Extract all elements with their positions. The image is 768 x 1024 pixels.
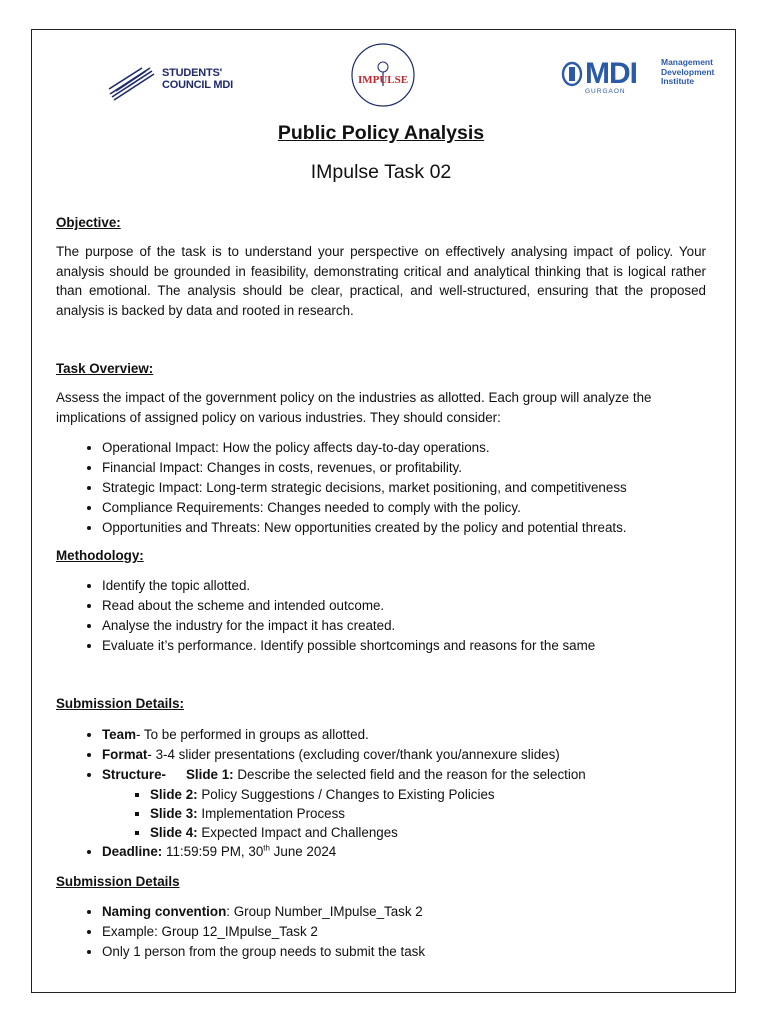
list-item bbox=[102, 842, 706, 862]
slide-text: Policy Suggestions / Changes to Existing Policies bbox=[197, 787, 495, 802]
list-item: • Only 1 person from the group needs to submit the task bbox=[102, 942, 706, 962]
naming-label: Naming convention bbox=[102, 904, 227, 919]
structure-label: Structure- bbox=[102, 767, 166, 782]
task-overview-text: Assess the impact of the government policy on the industries as allotted. Each group will analyze the implications of assigned policy on various industries. They should consider: bbox=[56, 390, 652, 425]
list-item: • Opportunities and Threats: New opportunities created by the policy and potential threats. bbox=[102, 518, 706, 538]
slide-label: Slide 2: bbox=[150, 787, 198, 802]
list-item bbox=[150, 804, 706, 823]
methodology-heading: Methodology: bbox=[56, 548, 144, 563]
objective-text: The purpose of the task is to understand your perspective on effectively analysing impact of policy. Your analysis should be grounded in feasibility, demonstrating critical and analytical thinking that is logical rather than emotional. The analysis should be clear, practical, and well-structured, ensuring that the proposed analysis is backed by data and rooted in research. bbox=[56, 244, 706, 318]
methodology-section bbox=[56, 546, 706, 656]
slide-label: Slide 4: bbox=[150, 825, 198, 840]
list-item: • Strategic Impact: Long-term strategic decisions, market positioning, and competitiveness bbox=[102, 478, 706, 498]
list-item bbox=[102, 902, 706, 922]
slide1-text: Describe the selected field and the reason for the selection bbox=[233, 767, 586, 782]
task-overview-list bbox=[56, 438, 706, 538]
mdi-logo-sub: GURGAON bbox=[585, 88, 626, 95]
page-title: Public Policy Analysis bbox=[277, 122, 485, 144]
list-item bbox=[102, 725, 706, 745]
slide-text: Implementation Process bbox=[197, 806, 346, 821]
impulse-logo bbox=[348, 42, 418, 108]
students-council-swoosh-icon bbox=[106, 58, 162, 102]
list-item bbox=[150, 823, 706, 842]
team-label: Team bbox=[102, 727, 136, 742]
naming-text: : Group Number_IMpulse_Task 2 bbox=[226, 904, 423, 919]
mdi-institute-line1: Management bbox=[661, 57, 713, 67]
list-item bbox=[102, 765, 706, 842]
list-item: • Analyse the industry for the impact it has created. bbox=[102, 616, 706, 636]
mdi-institute-line3: Institute bbox=[661, 76, 695, 86]
slide-text: Expected Impact and Challenges bbox=[197, 825, 398, 840]
page-subtitle: IMpulse Task 02 bbox=[310, 161, 452, 183]
list-item: • Example: Group 12_IMpulse_Task 2 bbox=[102, 922, 706, 942]
deadline-sup: th bbox=[263, 843, 270, 853]
format-text: - 3-4 slider presentations (excluding cover/thank you/annexure slides) bbox=[147, 747, 560, 762]
submission-details-2-section bbox=[56, 872, 706, 962]
methodology-list bbox=[56, 576, 706, 656]
mdi-logo-text: MDI bbox=[585, 57, 637, 90]
submission-details-2-heading: Submission Details bbox=[56, 874, 180, 889]
list-item bbox=[150, 785, 706, 804]
mdi-institute-line2: Development bbox=[661, 66, 715, 77]
objective-heading: Objective: bbox=[56, 215, 121, 230]
submission-details-heading: Submission Details: bbox=[56, 696, 184, 711]
submission-details-list bbox=[56, 725, 706, 862]
list-item: • Financial Impact: Changes in costs, revenues, or profitability. bbox=[102, 458, 706, 478]
list-item: • Read about the scheme and intended outcome. bbox=[102, 596, 706, 616]
list-item: • Evaluate it’s performance. Identify possible shortcomings and reasons for the same bbox=[102, 636, 706, 656]
format-label: Format bbox=[102, 747, 148, 762]
students-council-line1: STUDENTS' bbox=[162, 67, 223, 79]
submission-details-2-list bbox=[56, 902, 706, 962]
deadline-text: 11:59:59 PM, 30 bbox=[162, 844, 264, 859]
deadline-tail: June 2024 bbox=[269, 844, 337, 859]
list-item: • Identify the topic allotted. bbox=[102, 576, 706, 596]
slides-sublist bbox=[102, 785, 706, 842]
slide-label: Slide 3: bbox=[150, 806, 198, 821]
list-item: • Compliance Requirements: Changes needed to comply with the policy. bbox=[102, 498, 706, 518]
objective-section bbox=[56, 213, 706, 320]
task-overview-section bbox=[56, 359, 706, 538]
list-item bbox=[102, 745, 706, 765]
deadline-label: Deadline: bbox=[102, 844, 163, 859]
task-overview-heading: Task Overview: bbox=[56, 361, 154, 376]
header-logos bbox=[56, 40, 715, 112]
submission-details-section bbox=[56, 694, 706, 862]
mdi-emblem-icon bbox=[561, 61, 583, 87]
team-text: - To be performed in groups as allotted. bbox=[136, 727, 369, 742]
list-item: • Operational Impact: How the policy affects day-to-day operations. bbox=[102, 438, 706, 458]
impulse-logo-text: IMPULSE bbox=[357, 74, 409, 86]
document-content bbox=[56, 40, 715, 962]
students-council-logo bbox=[106, 58, 256, 102]
slide1-label: Slide 1: bbox=[186, 767, 234, 782]
students-council-line2: COUNCIL MDI bbox=[162, 79, 233, 91]
mdi-logo bbox=[561, 57, 721, 95]
